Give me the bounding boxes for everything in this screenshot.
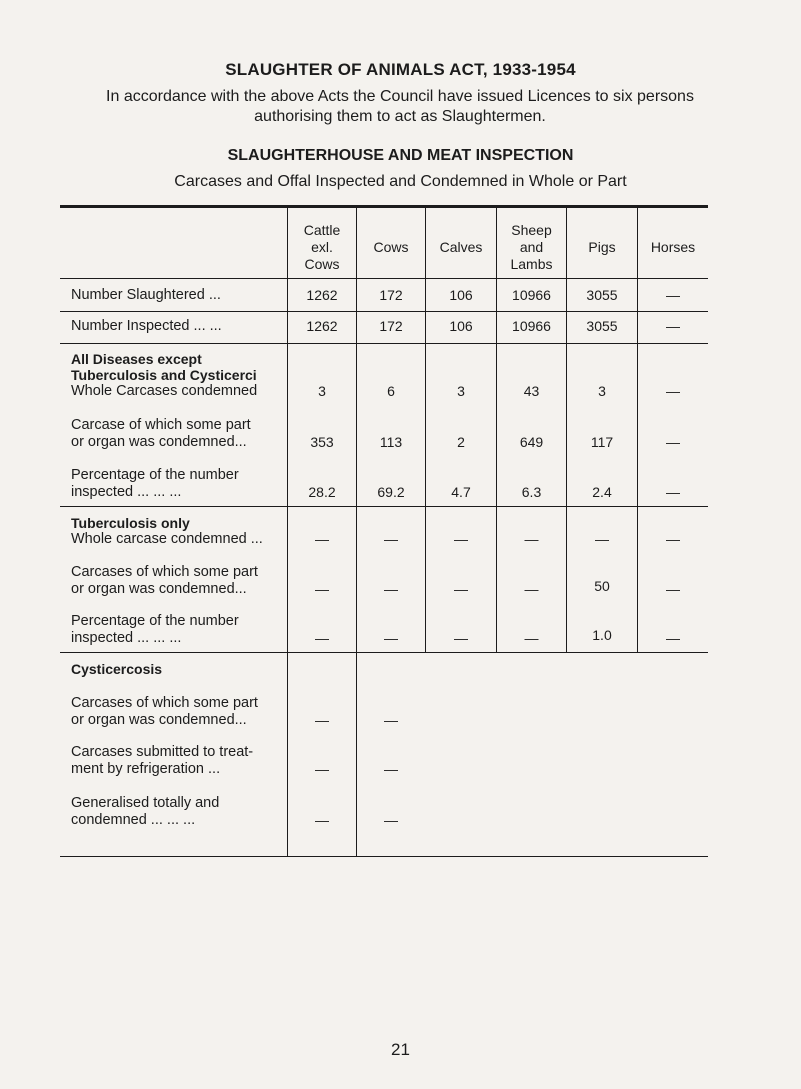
row-label-cyst-part: Carcases of which some part or organ was condemned...: [71, 695, 258, 728]
section-heading-all-diseases: All Diseases except Tuberculosis and Cysticerci: [71, 351, 257, 383]
table-cell: 353: [310, 434, 334, 450]
row-label-all-percentage: Percentage of the number inspected ... ... ...: [71, 467, 239, 500]
table-cell: 6: [387, 383, 395, 399]
table-cell: 4.7: [451, 484, 471, 500]
table-rule: [60, 652, 708, 653]
table-cell: 113: [379, 434, 403, 450]
table-cell: —: [454, 531, 468, 547]
table-cell: 2.4: [592, 484, 612, 500]
table-cell: —: [315, 712, 329, 728]
table-cell: —: [666, 287, 680, 303]
table-cell: —: [315, 531, 329, 547]
table-cell: —: [454, 630, 468, 646]
table-cell: —: [384, 581, 398, 597]
table-rule: [60, 311, 708, 312]
row-label-cyst-generalised: Generalised totally and condemned ... ... ...: [71, 795, 220, 828]
table-cell: 3055: [586, 287, 618, 303]
table-cell: 172: [379, 287, 403, 303]
table-cell: 10966: [512, 287, 551, 303]
table-cell: 172: [379, 318, 403, 334]
table-cell: —: [315, 761, 329, 777]
table-rule: [60, 278, 708, 279]
page-number: 21: [391, 1040, 410, 1059]
table-cell: —: [384, 712, 398, 728]
row-label-all-part: Carcase of which some part or organ was condemned...: [71, 417, 251, 450]
table-cell: 2: [457, 434, 465, 450]
section-heading-tuberculosis: Tuberculosis only: [71, 515, 190, 531]
table-cell: 50: [594, 578, 610, 594]
table-cell: —: [666, 484, 680, 500]
table-rule: [60, 506, 708, 507]
table-cell: —: [524, 531, 539, 547]
table-cell: —: [666, 383, 680, 399]
row-label-slaughtered: Number Slaughtered ...: [71, 287, 221, 303]
table-cell: —: [315, 812, 329, 828]
table-cell: 3055: [586, 318, 618, 334]
table-top-rule: [60, 205, 708, 208]
inspection-table: [48, 205, 708, 857]
table-cell: —: [524, 630, 539, 646]
table-cell: 106: [449, 287, 473, 303]
table-cell: —: [384, 761, 398, 777]
table-cell: —: [666, 318, 680, 334]
table-cell: 3: [457, 383, 465, 399]
table-cell: 649: [519, 434, 544, 450]
table-cell: 1262: [306, 287, 338, 303]
section-title: SLAUGHTERHOUSE AND MEAT INSPECTION: [227, 147, 574, 164]
table-cell: —: [595, 531, 609, 547]
section-heading-cysticercosis: Cysticercosis: [71, 661, 163, 677]
column-header-sheep: Sheep and Lambs: [510, 222, 553, 272]
row-label-inspected: Number Inspected ... ...: [71, 318, 222, 334]
table-cell: —: [384, 531, 398, 547]
column-header-cattle: Cattle exl. Cows: [303, 222, 341, 272]
table-cell: —: [315, 630, 329, 646]
table-bottom-rule: [60, 856, 708, 857]
column-header-cows: Cows: [373, 239, 409, 255]
row-label-tb-part: Carcases of which some part or organ was condemned...: [71, 564, 258, 597]
table-cell: 117: [590, 434, 614, 450]
table-cell: —: [384, 630, 398, 646]
table-cell: 1.0: [592, 627, 612, 643]
table-cell: 106: [449, 318, 473, 334]
table-cell: 43: [523, 383, 540, 399]
table-cell: 1262: [306, 318, 338, 334]
table-title: Carcases and Offal Inspected and Condemned in Whole or Part: [174, 173, 627, 190]
row-label-cyst-refrigeration: Carcases submitted to treat- ment by refrigeration ...: [71, 744, 254, 777]
table-cell: —: [666, 630, 680, 646]
row-label-tb-whole: Whole carcase condemned ...: [71, 531, 263, 547]
table-cell: —: [666, 434, 680, 450]
table-cell: 69.2: [377, 484, 405, 500]
table-cell: 3: [318, 383, 326, 399]
column-header-horses: Horses: [650, 239, 696, 255]
table-cell: —: [454, 581, 468, 597]
table-cell: 3: [598, 383, 606, 399]
table-cell: —: [384, 812, 398, 828]
table-cell: 6.3: [521, 484, 542, 500]
table-cell: 28.2: [308, 484, 336, 500]
table-cell: 10966: [512, 318, 551, 334]
table-cell: —: [315, 581, 329, 597]
table-rule: [60, 343, 708, 344]
intro-paragraph: In accordance with the above Acts the Council have issued Licences to six persons authorising them to act as Slaughtermen.: [106, 88, 694, 125]
column-header-calves: Calves: [439, 239, 483, 255]
table-cell: —: [524, 581, 539, 597]
column-header-pigs: Pigs: [588, 239, 616, 255]
table-cell: —: [666, 581, 680, 597]
table-cell: —: [666, 531, 680, 547]
row-label-all-whole: Whole Carcases condemned: [71, 383, 258, 399]
row-label-tb-percentage: Percentage of the number inspected ... ... ...: [71, 613, 239, 646]
page-title: SLAUGHTER OF ANIMALS ACT, 1933-1954: [225, 60, 576, 79]
